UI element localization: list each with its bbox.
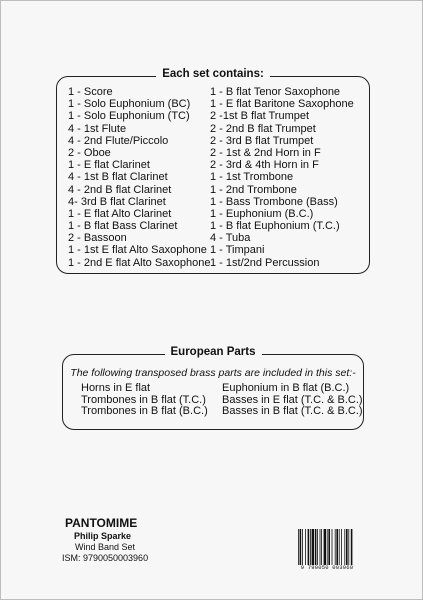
part-item: 1 - 2nd Trombone [210,183,297,196]
part-item: 1 - Solo Euphonium (BC) [68,98,191,111]
publication-info [62,516,148,563]
part-item: 4 - 2nd Flute/Piccolo [68,134,169,147]
part-item: 2 - 3rd & 4th Horn in F [210,159,319,172]
part-item: 4 - 1st B flat Clarinet [68,171,168,184]
european-part-item: Basses in B flat (T.C. & B.C.) [222,405,363,417]
part-item: 1 - 1st Trombone [210,171,294,184]
part-item: 2 - 2nd B flat Trumpet [210,122,316,135]
european-parts-note: The following transposed brass parts are included in this set:- [70,367,356,379]
part-item: 1 - B flat Bass Clarinet [68,220,178,233]
part-item: 1 - Solo Euphonium (TC) [68,110,190,123]
european-part-item: Euphonium in B flat (B.C.) [222,382,350,394]
part-item: 2 - 3rd B flat Trumpet [210,134,314,147]
part-item: 2 -1st B flat Trumpet [210,110,310,123]
set-contents-right-column [210,86,354,269]
part-item: 1 - Bass Trombone (Bass) [210,195,338,208]
part-item: 4 - Tuba [210,232,251,245]
part-item: 1 - 2nd E flat Alto Saxophone [68,256,211,269]
european-part-item: Trombones in B flat (B.C.) [81,405,208,417]
european-parts-title: European Parts [63,346,363,358]
european-parts-box [62,346,364,430]
part-item: 1 - B flat Tenor Saxophone [210,86,341,98]
part-item: 1 - 1st/2nd Percussion [210,256,320,269]
part-item: 1 - Score [68,86,113,98]
european-part-item: Trombones in B flat (T.C.) [81,393,206,406]
part-item: 1 - E flat Baritone Saxophone [210,98,354,111]
part-item: 1 - E flat Alto Clarinet [68,207,172,220]
part-item: 1 - Euphonium (B.C.) [210,207,314,220]
part-item: 4 - 1st Flute [68,122,127,135]
part-item: 1 - E flat Clarinet [68,159,150,172]
part-item: 4- 3rd B flat Clarinet [68,195,166,208]
european-parts-left-column [81,383,208,418]
set-contents-box [56,68,370,274]
part-item: 1 - 1st E flat Alto Saxophone [68,244,207,257]
part-item: 4 - 2nd B flat Clarinet [68,183,172,196]
set-type: Wind Band Set [75,542,136,552]
composer-name: Philip Sparke [74,531,132,541]
set-contents-left-column [68,86,211,269]
barcode-number: 9 790050 003960 [300,564,354,571]
part-item: 2 - Bassoon [68,232,127,245]
european-parts-right-column [222,383,363,418]
european-part-item: Horns in E flat [81,382,151,394]
work-title: PANTOMIME [65,516,138,530]
part-item: 1 - Timpani [210,244,265,257]
barcode-bars [297,529,357,565]
ism-number: ISM: 9790050003960 [62,553,149,563]
barcode [297,529,357,572]
set-contents-title: Each set contains: [57,68,369,80]
part-item: 2 - 1st & 2nd Horn in F [210,146,321,159]
part-item: 1 - B flat Euphonium (T.C.) [210,220,340,233]
european-part-item: Basses in E flat (T.C. & B.C.) [222,393,363,406]
part-item: 2 - Oboe [68,146,111,159]
